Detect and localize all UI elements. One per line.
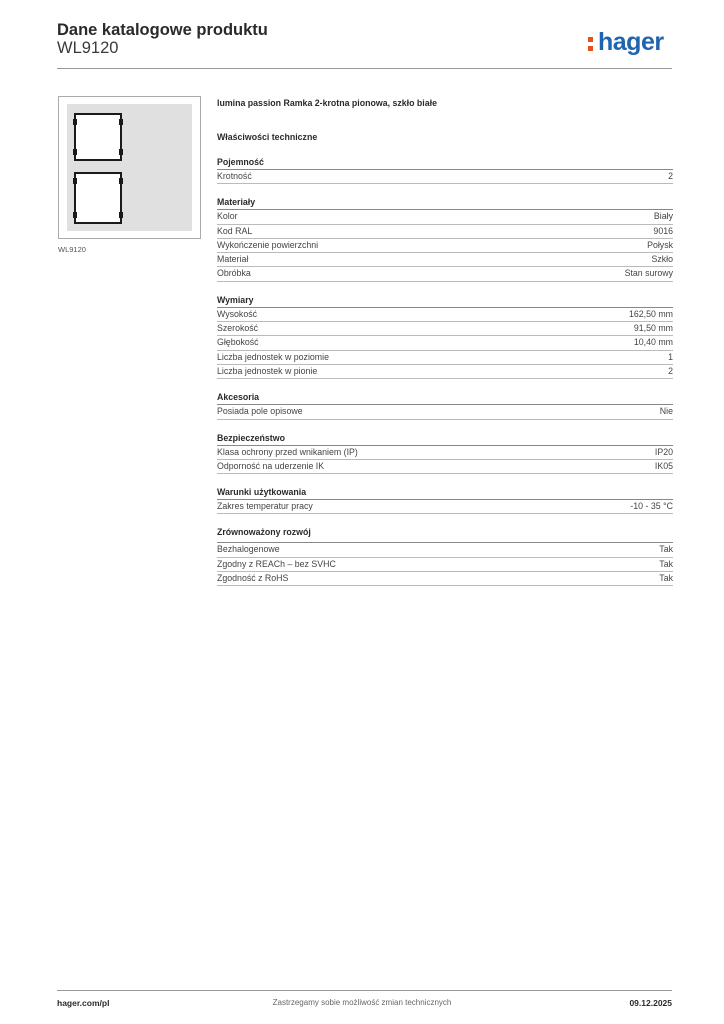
spec-value: Tak	[659, 544, 673, 555]
spec-label: Obróbka	[217, 268, 251, 279]
group-title: Akcesoria	[217, 391, 673, 405]
spec-group	[217, 294, 673, 379]
logo-text: hager	[598, 28, 664, 56]
spec-label: Liczba jednostek w poziomie	[217, 351, 329, 362]
spec-content	[217, 96, 673, 586]
spec-label: Krotność	[217, 171, 252, 181]
spec-value: 10,40 mm	[633, 337, 673, 348]
spec-row	[217, 351, 673, 365]
spec-row	[217, 170, 673, 184]
spec-label: Zakres temperatur pracy	[217, 501, 313, 512]
spec-row	[217, 336, 673, 350]
spec-label: Szerokość	[217, 323, 259, 334]
spec-value: Połysk	[647, 239, 673, 250]
spec-group	[217, 486, 673, 514]
group-title: Materiały	[217, 196, 673, 210]
frame-opening-top	[74, 113, 122, 161]
group-title: Warunki użytkowania	[217, 486, 673, 500]
tech-properties-heading: Właściwości techniczne	[217, 132, 318, 142]
product-code: WL9120	[57, 39, 119, 57]
spec-value: Nie	[659, 406, 673, 417]
group-title: Zrównoważony rozwój	[217, 527, 311, 538]
spec-row	[217, 572, 673, 586]
spec-row	[217, 460, 673, 474]
product-image	[58, 96, 201, 239]
frame-opening-bottom	[74, 172, 122, 224]
group-title: Bezpieczeństwo	[217, 432, 673, 446]
spec-label: Posiada pole opisowe	[217, 406, 303, 417]
spec-value: Biały	[653, 211, 673, 222]
spec-value: 91,50 mm	[633, 323, 673, 334]
hager-logo	[588, 28, 678, 56]
footer-disclaimer: Zastrzegamy sobie możliwość zmian technicznych	[272, 998, 452, 1007]
spec-label: Liczba jednostek w pionie	[217, 365, 318, 376]
frame-illustration	[67, 104, 192, 231]
group-title: Pojemność	[217, 156, 673, 170]
spec-value: Stan surowy	[624, 268, 673, 279]
footer-divider	[57, 990, 672, 991]
spec-row	[217, 322, 673, 336]
spec-row	[217, 239, 673, 253]
spec-value: 1	[668, 351, 673, 362]
spec-row	[217, 308, 673, 322]
image-caption: WL9120	[58, 245, 86, 254]
spec-row	[217, 543, 673, 557]
spec-label: Kolor	[217, 211, 238, 222]
spec-row	[217, 267, 673, 281]
product-name: lumina passion Ramka 2-krotna pionowa, szkło białe	[217, 98, 437, 108]
spec-label: Wysokość	[217, 308, 258, 319]
spec-value: Tak	[659, 558, 673, 569]
spec-label: Głębokość	[217, 337, 259, 348]
spec-row	[217, 365, 673, 379]
spec-row	[217, 558, 673, 572]
spec-row	[217, 500, 673, 514]
spec-group	[217, 391, 673, 419]
spec-group	[217, 196, 673, 281]
spec-label: Materiał	[217, 254, 249, 265]
spec-row	[217, 253, 673, 267]
header-divider	[57, 68, 672, 69]
spec-value: -10 - 35 °C	[630, 501, 673, 512]
spec-label: Klasa ochrony przed wnikaniem (IP)	[217, 446, 358, 457]
footer-date: 09.12.2025	[629, 998, 672, 1008]
spec-value: 9016	[653, 225, 673, 236]
spec-value: 162,50 mm	[628, 308, 673, 319]
spec-label: Odporność na uderzenie IK	[217, 460, 325, 471]
spec-label: Zgodność z RoHS	[217, 573, 289, 584]
spec-value: IK05	[654, 460, 673, 471]
spec-row	[217, 446, 673, 460]
page-title: Dane katalogowe produktu	[57, 21, 268, 39]
spec-row	[217, 405, 673, 419]
logo-dots-icon	[588, 37, 594, 53]
spec-value: Szkło	[651, 254, 673, 265]
spec-row	[217, 225, 673, 239]
spec-label: Kod RAL	[217, 225, 253, 236]
group-title: Wymiary	[217, 294, 673, 308]
spec-group	[217, 432, 673, 475]
spec-group	[217, 526, 673, 586]
spec-label: Wykończenie powierzchni	[217, 239, 319, 250]
spec-value: IP20	[654, 446, 673, 457]
spec-group	[217, 156, 673, 184]
spec-value: Tak	[659, 573, 673, 584]
spec-row	[217, 210, 673, 224]
spec-label: Bezhalogenowe	[217, 544, 280, 555]
footer-website-link[interactable]: hager.com/pl	[57, 998, 110, 1008]
spec-label: Zgodny z REACh – bez SVHC	[217, 558, 336, 569]
spec-value: 2	[668, 365, 673, 376]
spec-value: 2	[668, 171, 673, 181]
